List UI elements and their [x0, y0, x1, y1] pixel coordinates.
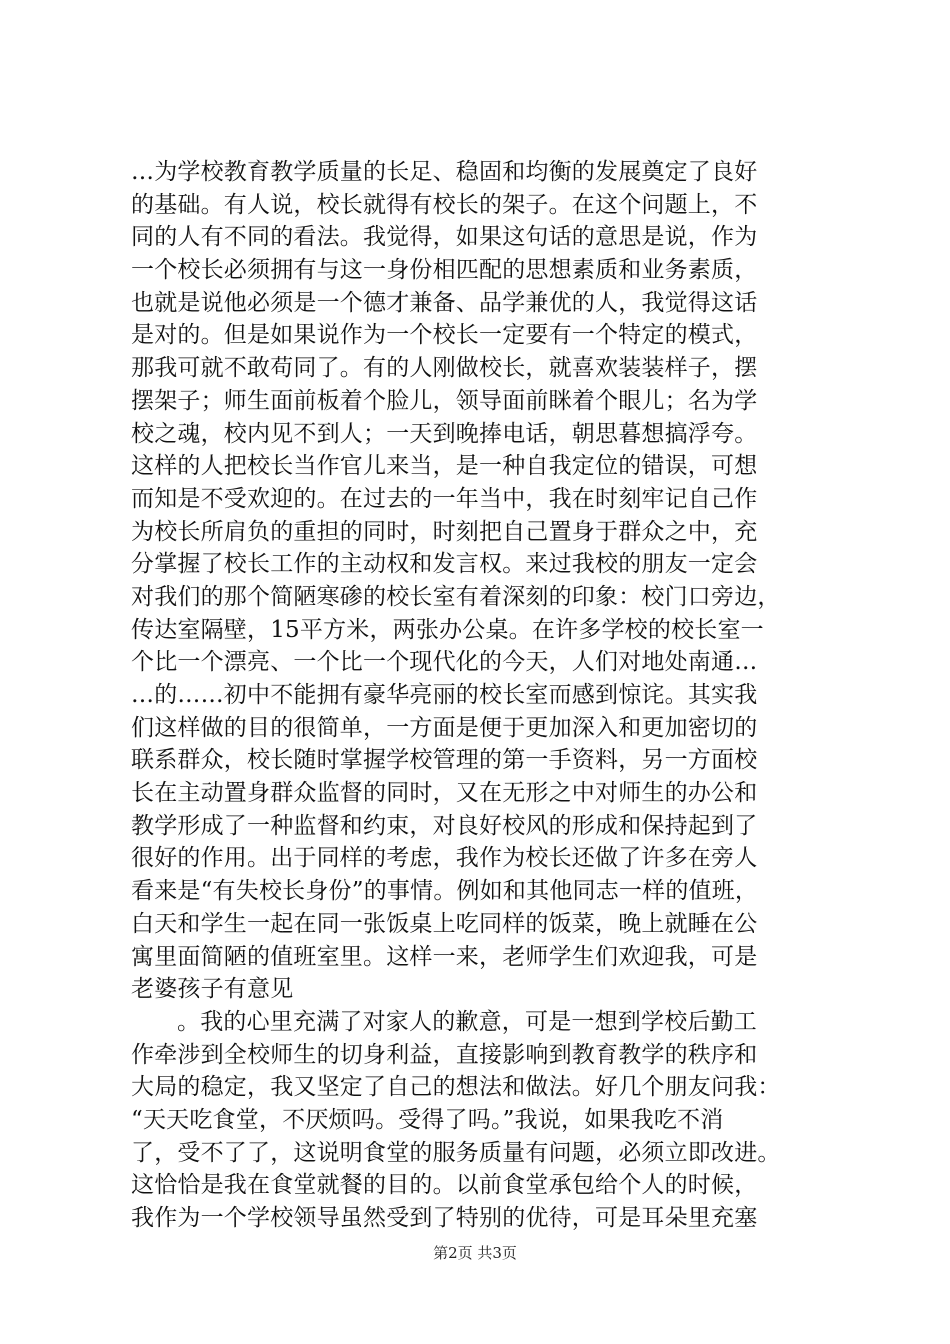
- page-number-footer: 第2页 共3页: [433, 1244, 517, 1262]
- text-line: 老婆孩子有意见: [131, 976, 294, 1003]
- text-line: 我作为一个学校领导虽然受到了特别的优待，可是耳朵里充塞: [131, 1205, 758, 1231]
- text-line: 个比一个漂亮、一个比一个现代化的今天，人们对地处南通…: [131, 649, 758, 676]
- text-line: 寓里面简陋的值班室里。这样一来，老师学生们欢迎我，可是: [131, 943, 758, 970]
- text-line: …的……初中不能拥有豪华亮丽的校长室而感到惊诧。其实我: [131, 682, 758, 708]
- text-line: 很好的作用。出于同样的考虑，我作为校长还做了许多在旁人: [131, 845, 758, 872]
- paragraph-first-line: 。我的心里充满了对家人的歉意，可是一想到学校后勤工: [177, 1008, 757, 1035]
- text-line: 而知是不受欢迎的。在过去的一年当中，我在时刻牢记自己作: [131, 485, 758, 512]
- text-line: 白天和学生一起在同一张饭桌上吃同样的饭菜，晚上就睡在公: [131, 910, 758, 937]
- text-line: 那我可就不敢苟同了。有的人刚做校长，就喜欢装装样子，摆: [131, 355, 758, 382]
- text-line: 的基础。有人说，校长就得有校长的架子。在这个问题上，不: [131, 191, 758, 218]
- text-line: 是对的。但是如果说作为一个校长一定要有一个特定的模式，: [131, 322, 758, 349]
- text-line: 长在主动置身群众监督的同时，又在无形之中对师生的办公和: [131, 780, 758, 807]
- text-line: 也就是说他必须是一个德才兼备、品学兼优的人，我觉得这话: [131, 289, 758, 316]
- text-line: 对我们的那个简陋寒碜的校长室有着深刻的印象：校门口旁边，: [131, 583, 781, 610]
- text-line: 这样的人把校长当作官儿来当，是一种自我定位的错误，可想: [131, 453, 758, 480]
- text-line: “天天吃食堂，不厌烦吗。受得了吗。”我说，如果我吃不消: [131, 1106, 724, 1133]
- text-line: 了，受不了了，这说明食堂的服务质量有问题，必须立即改进。: [131, 1139, 781, 1166]
- text-line: 这恰恰是我在食堂就餐的目的。以前食堂承包给个人的时候，: [131, 1172, 758, 1199]
- text-line: 教学形成了一种监督和约束，对良好校风的形成和保持起到了: [131, 812, 758, 839]
- text-line: 为校长所肩负的重担的同时，时刻把自己置身于群众之中，充: [131, 518, 758, 545]
- text-line: 大局的稳定，我又坚定了自己的想法和做法。好几个朋友问我：: [131, 1074, 781, 1101]
- text-line: 传达室隔壁，15平方米，两张办公桌。在许多学校的校长室一: [131, 616, 764, 643]
- body-text: [131, 156, 831, 1235]
- text-line: 们这样做的目的很简单，一方面是便于更加深入和更加密切的: [131, 714, 758, 741]
- text-line: 看来是“有失校长身份”的事情。例如和其他同志一样的值班，: [131, 878, 759, 905]
- text-line: 作牵涉到全校师生的切身利益，直接影响到教育教学的秩序和: [131, 1041, 758, 1068]
- text-line: 联系群众，校长随时掌握学校管理的第一手资料，另一方面校: [131, 747, 758, 774]
- text-line: 分掌握了校长工作的主动权和发言权。来过我校的朋友一定会: [131, 551, 758, 578]
- text-line: 一个校长必须拥有与这一身份相匹配的思想素质和业务素质，: [131, 257, 758, 284]
- text-line: 校之魂，校内见不到人；一天到晚捧电话，朝思暮想搞浮夸。: [131, 420, 758, 447]
- text-line: 同的人有不同的看法。我觉得，如果这句话的意思是说，作为: [131, 224, 758, 251]
- text-line: 摆架子；师生面前板着个脸儿，领导面前眯着个眼儿；名为学: [131, 387, 758, 414]
- text-line: …为学校教育教学质量的长足、稳固和均衡的发展奠定了良好: [131, 159, 758, 185]
